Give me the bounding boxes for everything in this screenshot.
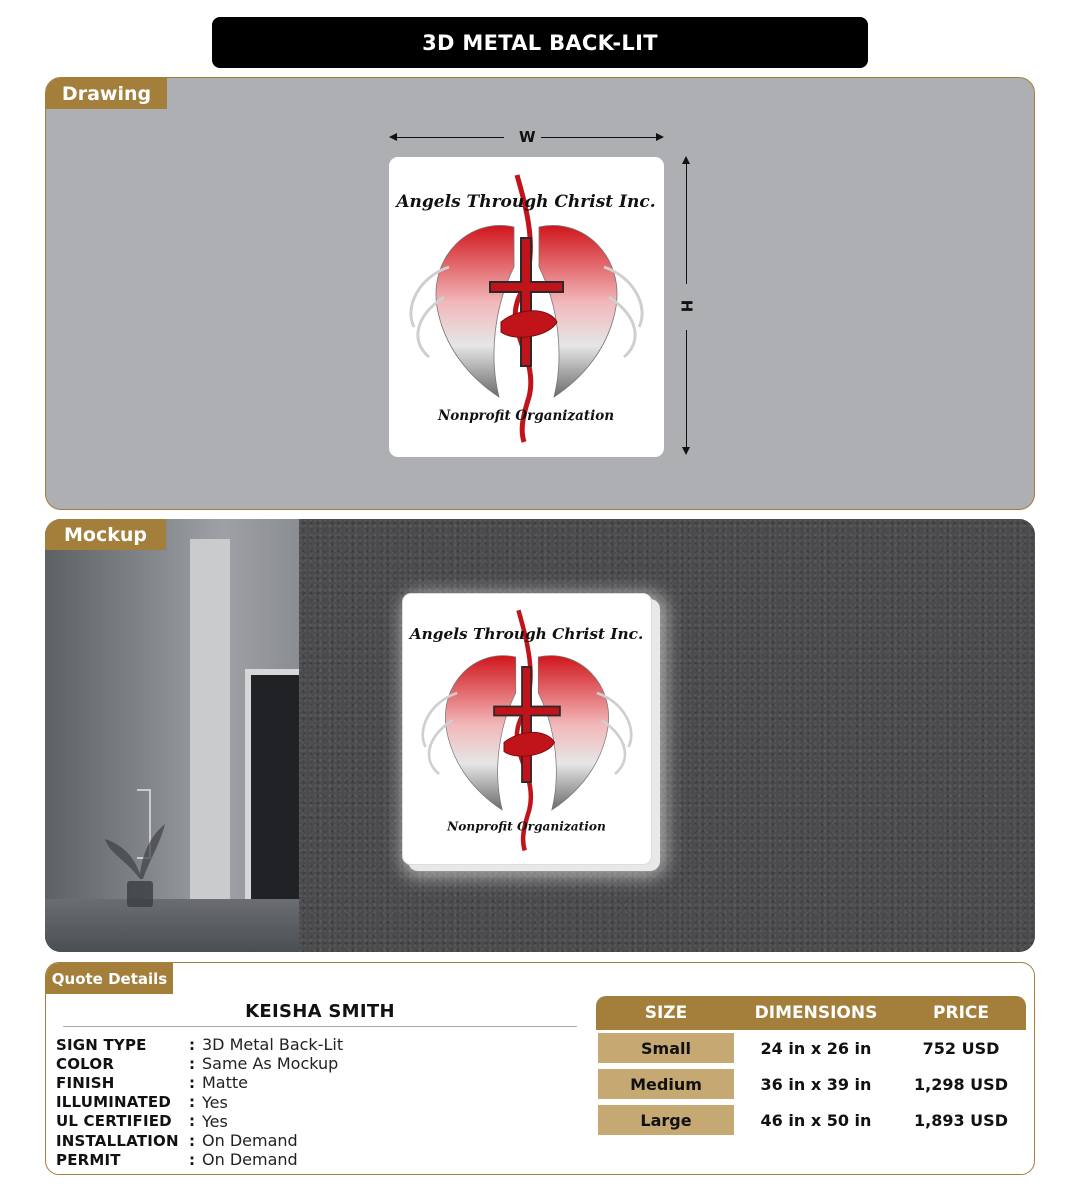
svg-text:Angels Through Christ Inc.: Angels Through Christ Inc.	[396, 192, 656, 212]
size-cell: Medium	[598, 1069, 734, 1099]
width-arrow-right	[656, 133, 664, 141]
spec-label: FINISH	[56, 1073, 115, 1092]
spec-row	[56, 1035, 576, 1054]
spec-value: On Demand	[202, 1150, 298, 1170]
header-price: PRICE	[933, 1003, 989, 1023]
spec-colon: :	[189, 1131, 195, 1150]
sign-mockup	[402, 593, 652, 865]
spec-label: UL CERTIFIED	[56, 1112, 172, 1131]
spec-label: SIGN TYPE	[56, 1035, 147, 1054]
header-dimensions: DIMENSIONS	[754, 1003, 878, 1023]
spec-row	[56, 1073, 576, 1092]
angel-wings-cross-logo	[389, 157, 664, 457]
spec-value: Same As Mockup	[202, 1054, 339, 1074]
width-line-right	[541, 137, 659, 138]
spec-value: Yes	[202, 1111, 228, 1131]
spec-label: PERMIT	[56, 1150, 121, 1169]
spec-value: 3D Metal Back-Lit	[202, 1035, 344, 1055]
price-table	[596, 996, 1026, 1138]
spec-value: Yes	[202, 1092, 228, 1112]
height-arrow-bottom	[682, 447, 690, 455]
spec-label: ILLUMINATED	[56, 1093, 171, 1112]
spec-row	[56, 1054, 576, 1073]
room-photo	[45, 519, 299, 952]
spec-colon: :	[189, 1093, 195, 1112]
drawing-panel	[45, 77, 1035, 510]
spec-label: COLOR	[56, 1054, 115, 1073]
price-cell: 752 USD	[922, 1038, 1000, 1058]
spec-colon: :	[189, 1073, 195, 1092]
mockup-tab: Mockup	[45, 519, 166, 550]
quote-panel	[45, 962, 1035, 1175]
mockup-panel	[45, 519, 1035, 952]
sign-drawing	[389, 157, 664, 457]
customer-name: KEISHA SMITH	[245, 1001, 395, 1022]
size-cell: Small	[598, 1033, 734, 1063]
spec-colon: :	[189, 1112, 195, 1131]
header-size: SIZE	[644, 1003, 688, 1023]
svg-text:Nonprofit Organization: Nonprofit Organization	[437, 408, 615, 424]
spec-row	[56, 1112, 576, 1131]
height-line-top	[686, 162, 687, 284]
spec-colon: :	[189, 1150, 195, 1169]
svg-text:Nonprofit Organization: Nonprofit Organization	[447, 819, 606, 834]
spec-row	[56, 1150, 576, 1169]
spec-row	[56, 1093, 576, 1112]
width-label: W	[519, 128, 536, 146]
price-cell: 1,298 USD	[914, 1074, 1008, 1094]
spec-value: On Demand	[202, 1131, 298, 1151]
angel-wings-cross-logo	[403, 594, 651, 864]
room-pillar	[190, 539, 230, 952]
size-cell: Large	[598, 1105, 734, 1135]
height-label: H	[677, 299, 696, 313]
spec-value: Matte	[202, 1073, 248, 1093]
drawing-tab: Drawing	[46, 78, 167, 109]
price-table-header	[596, 996, 1026, 1030]
price-row-large	[596, 1102, 1026, 1138]
plant-silhouette	[105, 819, 175, 909]
spec-row	[56, 1131, 576, 1150]
dimensions-cell: 46 in x 50 in	[760, 1110, 872, 1130]
price-row-medium	[596, 1066, 1026, 1102]
height-line-bottom	[686, 330, 687, 450]
dimensions-cell: 24 in x 26 in	[760, 1038, 872, 1058]
price-cell: 1,893 USD	[914, 1110, 1008, 1130]
svg-text:Angels Through Christ Inc.: Angels Through Christ Inc.	[409, 625, 644, 643]
quote-tab: Quote Details	[46, 963, 173, 994]
spec-label: INSTALLATION	[56, 1131, 179, 1150]
dimensions-cell: 36 in x 39 in	[760, 1074, 872, 1094]
customer-divider	[63, 1026, 577, 1027]
spec-colon: :	[189, 1054, 195, 1073]
spec-list	[56, 1035, 576, 1169]
spec-colon: :	[189, 1035, 195, 1054]
page-title: 3D METAL BACK-LIT	[212, 17, 868, 68]
price-row-small	[596, 1030, 1026, 1066]
width-line-left	[394, 137, 504, 138]
